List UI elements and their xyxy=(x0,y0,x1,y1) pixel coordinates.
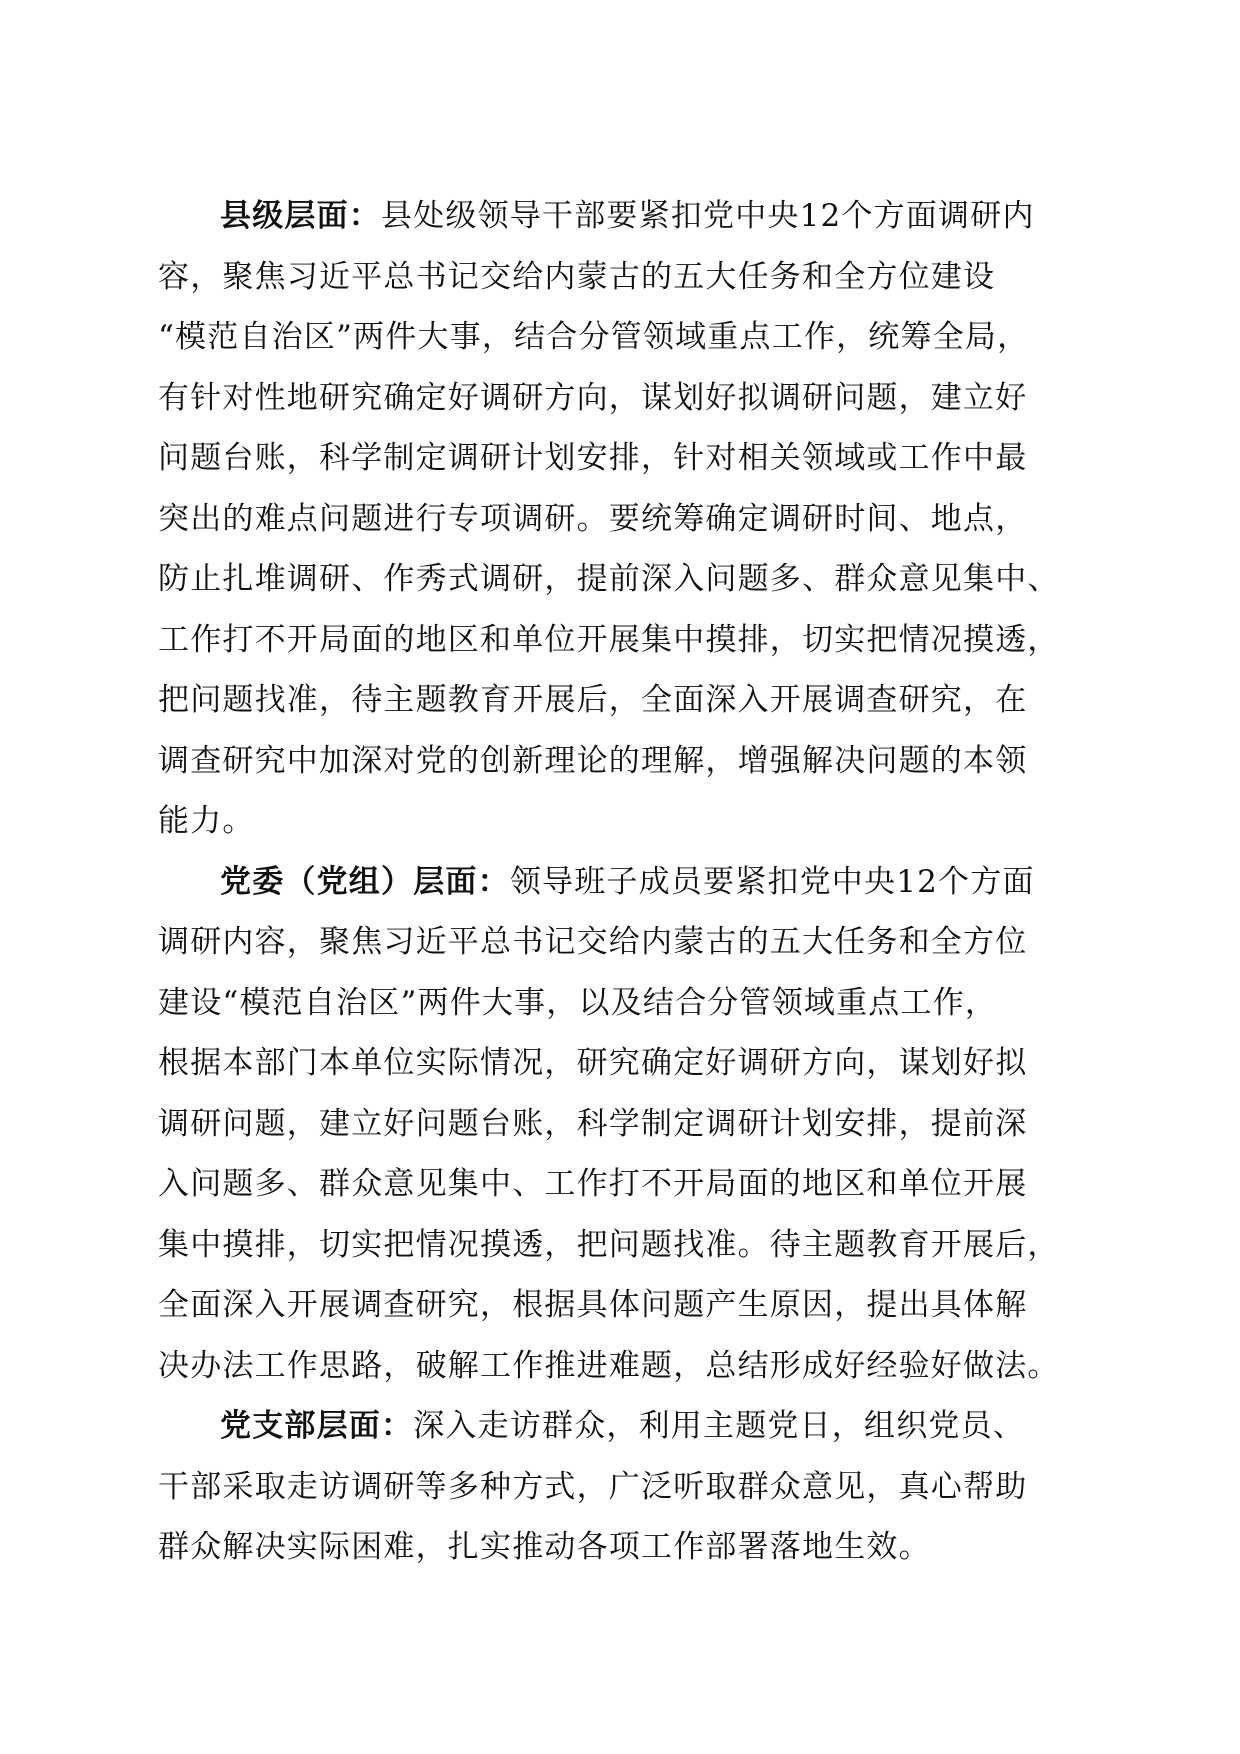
paragraph-line: 把问题找准，待主题教育开展后，全面深入开展调查研究，在 xyxy=(158,682,1028,718)
paragraph-line: 根据本部门本单位实际情况，研究确定好调研方向，谋划好拟 xyxy=(158,1045,1028,1081)
paragraph-line: 调研问题，建立好问题台账，科学制定调研计划安排，提前深 xyxy=(158,1105,1028,1142)
paragraph-line: 调查研究中加深对党的创新理论的理解，增强解决问题的本领 xyxy=(158,742,1028,779)
paragraph-line: 党支部层面：深入走访群众，利用主题党日，组织党员、 xyxy=(220,1408,1026,1444)
paragraph-line: 入问题多、群众意见集中、工作打不开局面的地区和单位开展 xyxy=(158,1166,1028,1202)
paragraph-line: 党委（党组）层面：领导班子成员要紧扣党中央12个方面 xyxy=(220,863,1035,900)
paragraph-line: 调研内容，聚焦习近平总书记交给内蒙古的五大任务和全方位 xyxy=(158,924,1028,960)
section-heading: 党委（党组）层面： xyxy=(220,863,510,900)
paragraph-line: 问题台账，科学制定调研计划安排，针对相关领域或工作中最 xyxy=(158,440,1028,476)
paragraph-line: 干部采取走访调研等多种方式，广泛听取群众意见，真心帮助 xyxy=(158,1468,1028,1505)
paragraph-line: 容，聚焦习近平总书记交给内蒙古的五大任务和全方位建设 xyxy=(158,258,996,295)
section-party-branch-level xyxy=(158,1396,1080,1578)
paragraph-line: 群众解决实际困难，扎实推动各项工作部署落地生效。 xyxy=(158,1529,931,1565)
section-heading: 党支部层面： xyxy=(220,1408,414,1444)
paragraph-line: “模范自治区”两件大事，结合分管领域重点工作，统筹全局， xyxy=(158,319,1030,355)
paragraph-line: 有针对性地研究确定好调研方向，谋划好拟调研问题，建立好 xyxy=(158,379,1028,416)
paragraph-line: 决办法工作思路，破解工作推进难题，总结形成好经验好做法。 xyxy=(158,1347,1060,1384)
paragraph-line: 工作打不开局面的地区和单位开展集中摸排，切实把情况摸透， xyxy=(158,621,1060,658)
paragraph-line: 县级层面：县处级领导干部要紧扣党中央12个方面调研内 xyxy=(220,198,1035,234)
section-heading: 县级层面： xyxy=(220,198,381,234)
section-party-committee-level xyxy=(158,852,1080,1397)
paragraph-line: 集中摸排，切实把情况摸透，把问题找准。待主题教育开展后， xyxy=(158,1226,1060,1263)
paragraph-line: 建设“模范自治区”两件大事，以及结合分管领域重点工作， xyxy=(158,984,998,1021)
paragraph-line: 突出的难点问题进行专项调研。要统筹确定调研时间、地点， xyxy=(158,500,1028,537)
paragraph-line: 全面深入开展调查研究，根据具体问题产生原因，提出具体解 xyxy=(158,1287,1028,1323)
paragraph-line: 能力。 xyxy=(158,803,255,839)
paragraph-line: 防止扎堆调研、作秀式调研，提前深入问题多、群众意见集中、 xyxy=(158,561,1060,597)
section-county-level xyxy=(158,186,1080,852)
document-body xyxy=(158,186,1080,1578)
